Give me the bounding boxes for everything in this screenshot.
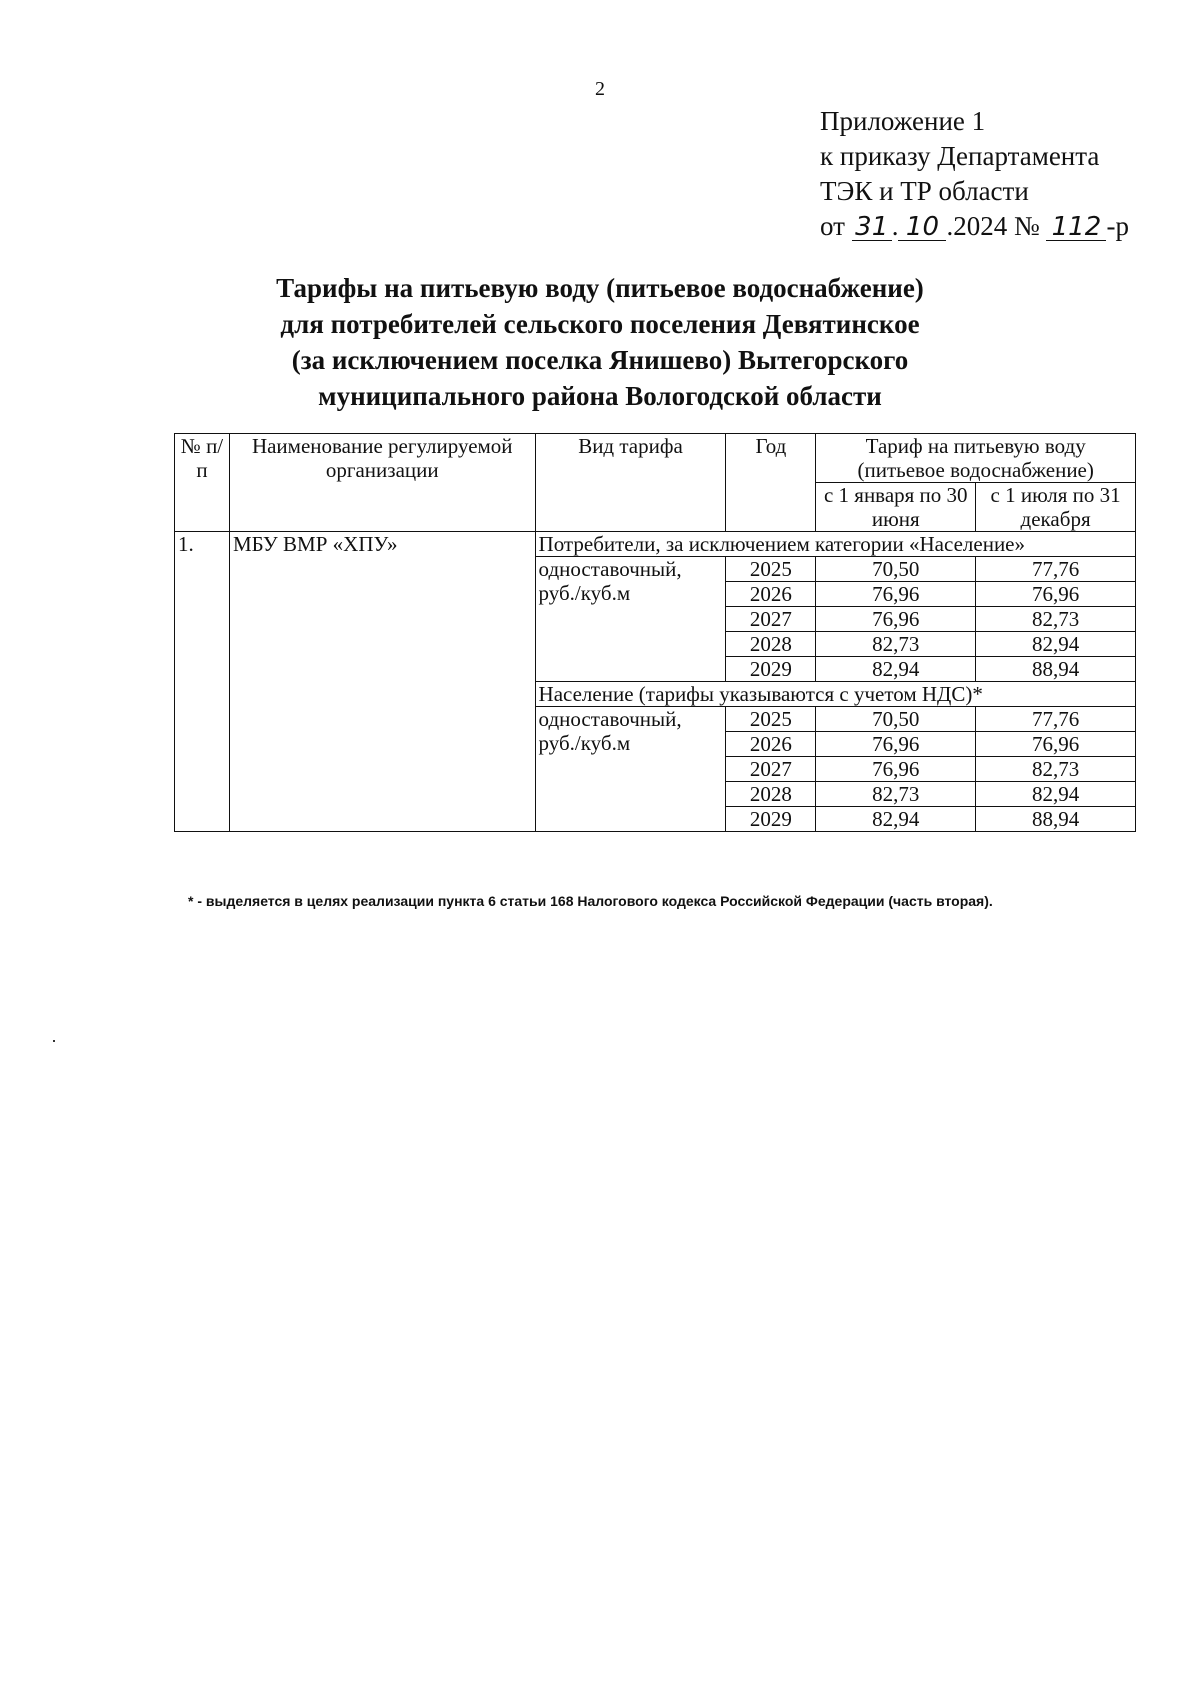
year-cell: 2025 — [726, 707, 816, 732]
handwritten-month: 10 — [898, 214, 946, 241]
tariff-h1-cell: 76,96 — [816, 757, 976, 782]
tariff-h2-cell: 82,94 — [976, 782, 1136, 807]
scan-speck — [53, 1040, 55, 1042]
tariff-type-label: одноставочный, руб./куб.м — [535, 707, 726, 832]
group-caption: Потребители, за исключением категории «Население» — [535, 532, 1135, 557]
document-title — [200, 270, 1000, 414]
title-line-2: для потребителей сельского поселения Девятинское — [280, 309, 920, 339]
tariff-h2-cell: 88,94 — [976, 807, 1136, 832]
year-cell: 2026 — [726, 732, 816, 757]
group-caption: Население (тарифы указываются с учетом НДС)* — [535, 682, 1135, 707]
date-prefix: от — [820, 211, 845, 241]
tariff-h2-cell: 77,76 — [976, 707, 1136, 732]
title-line-4: муниципального района Вологодской области — [318, 381, 882, 411]
tariff-table — [174, 433, 1136, 832]
header-period-1: с 1 января по 30 июня — [816, 483, 976, 532]
footnote: * - выделяется в целях реализации пункта 6 статьи 168 Налогового кодекса Российской Федерации (часть вторая). — [188, 893, 993, 909]
tariff-h2-cell: 82,73 — [976, 757, 1136, 782]
year-cell: 2027 — [726, 757, 816, 782]
appendix-line-2: к приказу Департамента — [820, 141, 1100, 171]
tariff-h2-cell: 88,94 — [976, 657, 1136, 682]
year-part: .2024 № — [946, 211, 1040, 241]
tariff-h1-cell: 76,96 — [816, 582, 976, 607]
page-number: 2 — [595, 78, 605, 100]
year-cell: 2026 — [726, 582, 816, 607]
tariff-h1-cell: 76,96 — [816, 607, 976, 632]
tariff-h1-cell: 82,94 — [816, 657, 976, 682]
year-cell: 2028 — [726, 632, 816, 657]
handwritten-order-number: 112 — [1046, 214, 1106, 241]
group-caption-row — [175, 532, 1136, 557]
header-year: Год — [726, 434, 816, 532]
appendix-date-line: от 31 . 10 .2024 № 112 -р — [820, 211, 1129, 242]
year-cell: 2027 — [726, 607, 816, 632]
handwritten-day: 31 — [852, 214, 892, 241]
appendix-line-1: Приложение 1 — [820, 106, 986, 136]
appendix-block — [820, 104, 1129, 244]
tariff-type-label: одноставочный, руб./куб.м — [535, 557, 726, 682]
tariff-h1-cell: 82,73 — [816, 782, 976, 807]
header-num: № п/п — [175, 434, 230, 532]
header-tariff-type: Вид тарифа — [535, 434, 726, 532]
tariff-h2-cell: 76,96 — [976, 582, 1136, 607]
title-line-3: (за исключением поселка Янишево) Вытегорского — [291, 345, 909, 375]
tariff-h1-cell: 70,50 — [816, 707, 976, 732]
year-cell: 2029 — [726, 657, 816, 682]
tariff-h1-cell: 76,96 — [816, 732, 976, 757]
order-suffix: -р — [1106, 211, 1129, 241]
header-tariff: Тариф на питьевую воду (питьевое водоснабжение) — [816, 434, 1136, 483]
year-cell: 2029 — [726, 807, 816, 832]
appendix-line-3: ТЭК и ТР области — [820, 176, 1029, 206]
tariff-h2-cell: 82,73 — [976, 607, 1136, 632]
tariff-h2-cell: 76,96 — [976, 732, 1136, 757]
year-cell: 2025 — [726, 557, 816, 582]
header-period-2: с 1 июля по 31 декабря — [976, 483, 1136, 532]
tariff-h2-cell: 77,76 — [976, 557, 1136, 582]
table-header-row — [175, 434, 1136, 483]
row-number: 1. — [175, 532, 230, 832]
title-line-1: Тарифы на питьевую воду (питьевое водоснабжение) — [276, 273, 924, 303]
tariff-h1-cell: 82,73 — [816, 632, 976, 657]
tariff-h2-cell: 82,94 — [976, 632, 1136, 657]
tariff-h1-cell: 82,94 — [816, 807, 976, 832]
organization-name: МБУ ВМР «ХПУ» — [229, 532, 535, 832]
year-cell: 2028 — [726, 782, 816, 807]
tariff-h1-cell: 70,50 — [816, 557, 976, 582]
header-organization: Наименование регулируемой организации — [229, 434, 535, 532]
